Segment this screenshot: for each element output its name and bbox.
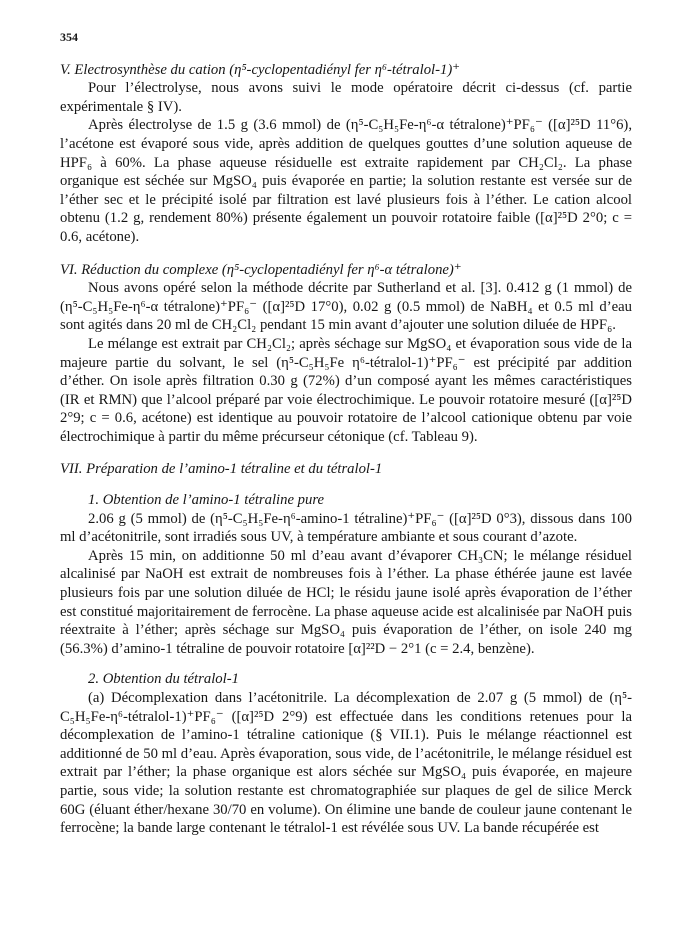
page-number: 354: [60, 30, 78, 44]
paragraph: Nous avons opéré selon la méthode décrite par Sutherland et al. [3]. 0.412 g (1 mmol) de (η⁵-C₅H₅Fe-η⁶-α tétralone)⁺PF₆⁻ ([α]²⁵D 17°0), 0.02 g (0.5 mmol) de NaBH₄ et 0.5 ml d’eau sont agités dans 20 ml de CH₂Cl₂ pendant 15 min avant d’ajouter une solution diluée de HPF₆.: [60, 280, 632, 334]
subsection-heading-1: 1. Obtention de l’amino-1 tétraline pure: [88, 492, 325, 509]
paragraph: Pour l’électrolyse, nous avons suivi le mode opératoire décrit ci-dessus (cf. partie expérimentale § IV).: [60, 80, 632, 115]
paragraph: 2.06 g (5 mmol) de (η⁵-C₅H₅Fe-η⁶-amino-1 tétraline)⁺PF₆⁻ ([α]²⁵D 0°3), dissous dans 100 ml d’acétonitrile, sont irradiés sous UV, à température ambiante et sous courant d’azote.: [60, 510, 632, 546]
paragraph: (a) Décomplexation dans l’acétonitrile. La décomplexation de 2.07 g (5 mmol) de (η⁵-C₅H₅Fe-η⁶-tétralol-1)⁺PF₆⁻ ([α]²⁵D 2°9) est effectuée dans les conditions retenues pour la décomplexation de l’amino-1 tétraline cationique (§ VII.1). Puis le mélange réactionnel est additionné de 50 ml d’eau. Après évaporation, sous vide, de l’acétonitrile, le mélange résiduel est extrait par l’éther; la phase organique est alors séchée sur MgSO₄ puis évaporée, en majeure partie, sous vide; la solution restante est chromatographiée sur plaques de gel de silice Merck 60G (éluant éther/hexane 30/70 en volume). On élimine une bande de couleur jaune contenant le ferrocène; la bande large contenant le tétralol-1 est révélée sous UV. La bande récupérée est: [60, 690, 632, 837]
paragraph: Après 15 min, on additionne 50 ml d’eau avant d’évaporer CH₃CN; le mélange résiduel alcalinisé par NaOH est extrait de nombreuses fois à l’éther. La phase éthérée jaune est lavée plusieurs fois par une solution diluée de HCl; le résidu jaune isolé après évaporation de l’éther est constitué majoritairement de ferrocène. La phase aqueuse acide est alcalinisée par NaOH puis réextraite à l’éther; après séchage sur MgSO₄ puis évaporation de l’éther, on isole 240 mg (56.3%) d’amino-1 tétraline de pouvoir rotatoire [α]²²D − 2°1 (c = 2.4, benzène).: [60, 547, 632, 657]
document-page: [60, 28, 632, 838]
subsection-heading-2: 2. Obtention du tétralol-1: [88, 671, 239, 688]
section-heading-vi: VI. Réduction du complexe (η⁵-cyclopentadiényl fer η⁶-α tétralone)⁺: [60, 261, 462, 278]
section-heading-v: V. Electrosynthèse du cation (η⁵-cyclopentadiényl fer η⁶-tétralol-1)⁺: [60, 61, 461, 78]
section-heading-vii: VII. Préparation de l’amino-1 tétraline et du tétralol-1: [60, 461, 383, 478]
paragraph: Le mélange est extrait par CH₂Cl₂; après séchage sur MgSO₄ et évaporation sous vide de la majeure partie du solvant, le sel (η⁵-C₅H₅Fe η⁶-tétralol-1)⁺PF₆⁻ est précipité par addition d’éther. On isole après filtration 0.30 g (72%) d’un composé ayant les mêmes caractéristiques (IR et RMN) que l’alcool préparé par voie électrochimique. Le pouvoir rotatoire mesuré ([α]²⁵D 2°9; c = 0.6, acétone) est identique au pouvoir rotatoire de l’alcool cationique obtenu par voie électrochimique à partir du même précurseur cétonique (cf. Tableau 9).: [60, 335, 632, 445]
paragraph: Après électrolyse de 1.5 g (3.6 mmol) de (η⁵-C₅H₅Fe-η⁶-α tétralone)⁺PF₆⁻ ([α]²⁵D 11°6), l’acétone est évaporé sous vide, après addition de quelques gouttes d’une solution aqueuse de HPF₆ à 60%. La phase aqueuse résiduelle est extraite rapidement par CH₂Cl₂. La phase organique est séchée sur MgSO₄ puis évaporée en partie; la solution restante est versée sur de l’éther sec et le précipité isolé par filtration est lavé plusieurs fois à l’éther. Le cation alcool obtenu (1.2 g, rendement 80%) présente également un pouvoir rotatoire faible ([α]²⁵D 2°0; c = 0.6, acétone).: [60, 117, 632, 245]
